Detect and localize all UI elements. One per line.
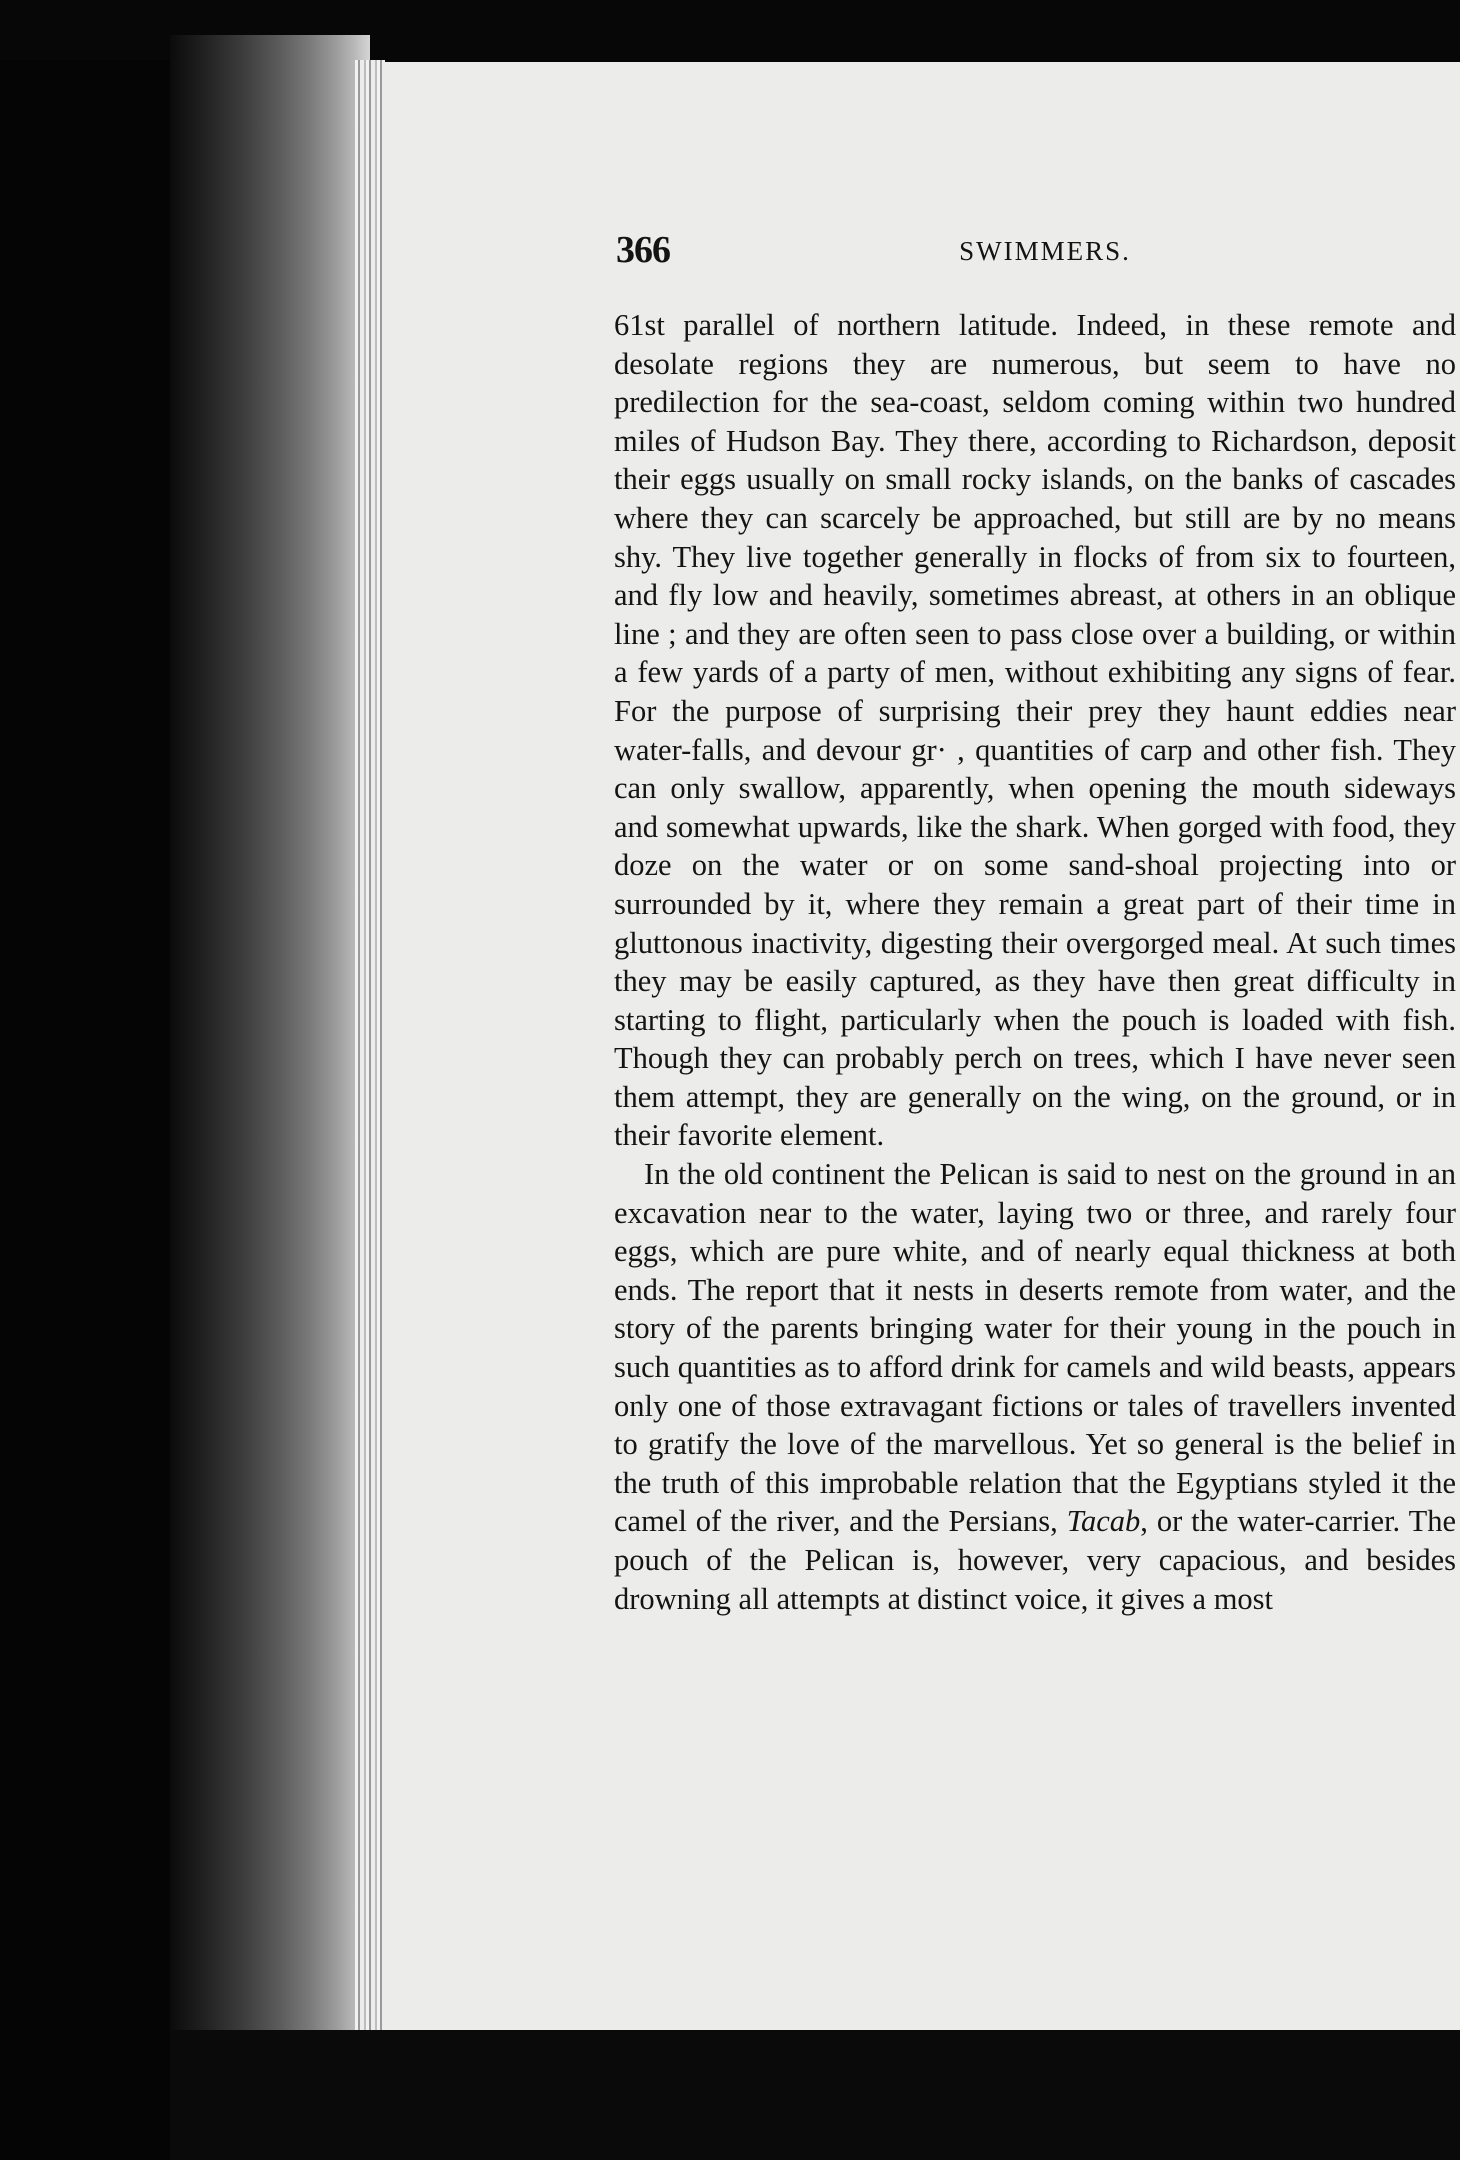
page-text-block [614,228,1456,1618]
page-number: 366 [616,229,670,271]
paragraph-2 [614,1155,1456,1618]
running-head: SWIMMERS. [959,236,1131,266]
paragraph-2-text-b: , or the water-carrier. The pouch of the Pelican is, however, very capacious, and besides drowning all attempts at distinct voice, it gives a most [614,1504,1457,1616]
book-spine-shadow [170,35,370,2030]
page-header [614,228,1456,274]
page-edge-lines [355,60,385,2030]
paragraph-2-italic-term: Tacab [1066,1504,1141,1539]
scan-bottom-margin [170,2030,1460,2160]
paragraph-1: 61st parallel of northern latitude. Indeed, in these remote and desolate regions they are numerous, but seem to have no predilection for the sea-coast, seldom coming within two hundred miles of Hudson Bay. They there, according to Richardson, deposit their eggs usually on small rocky islands, on the banks of cascades where they can scarcely be approached, but still are by no means shy. They live together generally in flocks of from six to fourteen, and fly low and heavily, sometimes abreast, at others in an oblique line ; and they are often seen to pass close over a building, or within a few yards of a party of men, without exhibiting any signs of fear. For the purpose of surprising their prey they haunt eddies near water-falls, and devour gr· , quantities of carp and other fish. They can only swallow, apparently, when opening the mouth sideways and somewhat upwards, like the shark. When gorged with food, they doze on the water or on some sand-shoal projecting into or surrounded by it, where they remain a great part of their time in gluttonous inactivity, digesting their overgorged meal. At such times they may be easily captured, as they have then great difficulty in starting to flight, particularly when the pouch is loaded with fish. Though they can probably perch on trees, which I have never seen them attempt, they are generally on the wing, on the ground, or in their favorite element. [614,308,1456,1153]
paragraph-2-text-a: In the old continent the Pelican is said to nest on the ground in an excavation near to the water, laying two or three, and rarely four eggs, which are pure white, and of nearly equal thickness at both ends. The report that it nests in deserts remote from water, and the story of the parents bringing water for their young in the pouch in such quantities as to afford drink for camels and wild beasts, appears only one of those extravagant fictions or tales of travellers invented to gratify the love of the marvellous. Yet so general is the belief in the truth of this improbable relation that the Egyptians styled it the camel of the river, and the Persians, [614,1157,1456,1539]
